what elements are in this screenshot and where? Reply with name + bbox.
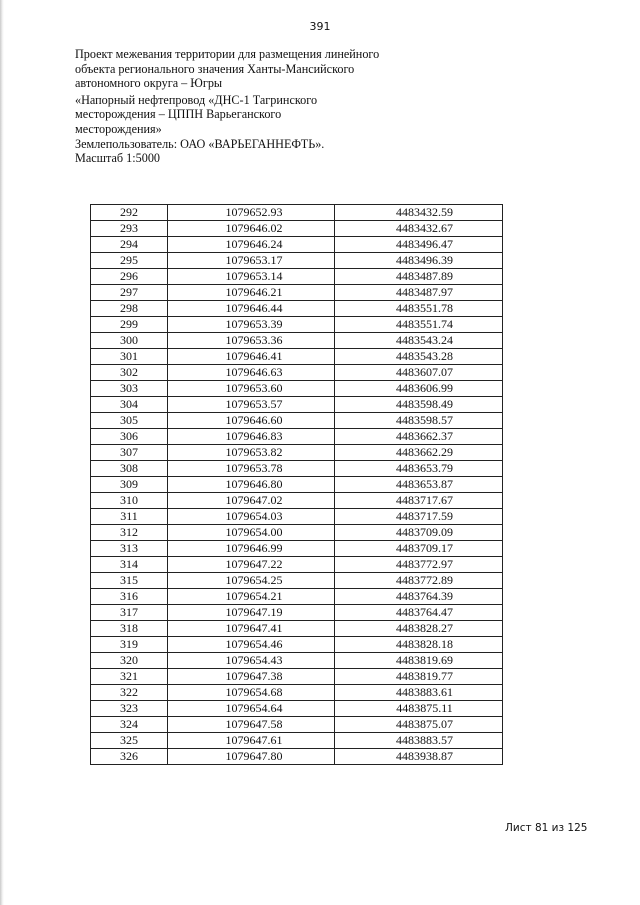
table-row: [91, 541, 503, 557]
table-row: [91, 413, 503, 429]
x-coordinate-cell: 1079654.21: [168, 589, 335, 605]
x-coordinate-cell: 1079647.19: [168, 605, 335, 621]
y-coordinate-cell: 4483875.11: [335, 701, 503, 717]
table-row: [91, 253, 503, 269]
table-row: [91, 573, 503, 589]
point-number-cell: 309: [91, 477, 168, 493]
y-coordinate-cell: 4483662.37: [335, 429, 503, 445]
document-header: [75, 47, 395, 166]
y-coordinate-cell: 4483543.24: [335, 333, 503, 349]
point-number-cell: 304: [91, 397, 168, 413]
table-row: [91, 493, 503, 509]
table-row: [91, 301, 503, 317]
table-row: [91, 557, 503, 573]
x-coordinate-cell: 1079653.60: [168, 381, 335, 397]
x-coordinate-cell: 1079646.83: [168, 429, 335, 445]
y-coordinate-cell: 4483828.27: [335, 621, 503, 637]
point-number-cell: 310: [91, 493, 168, 509]
sheet-counter: Лист 81 из 125: [505, 822, 588, 834]
point-number-cell: 308: [91, 461, 168, 477]
y-coordinate-cell: 4483432.67: [335, 221, 503, 237]
y-coordinate-cell: 4483709.17: [335, 541, 503, 557]
x-coordinate-cell: 1079653.57: [168, 397, 335, 413]
header-line: «Напорный нефтепровод «ДНС-1 Тагринского: [75, 92, 318, 107]
table-row: [91, 717, 503, 733]
y-coordinate-cell: 4483875.07: [335, 717, 503, 733]
x-coordinate-cell: 1079646.41: [168, 349, 335, 365]
y-coordinate-cell: 4483772.89: [335, 573, 503, 589]
x-coordinate-cell: 1079647.41: [168, 621, 335, 637]
point-number-cell: 293: [91, 221, 168, 237]
x-coordinate-cell: 1079647.38: [168, 669, 335, 685]
point-number-cell: 295: [91, 253, 168, 269]
y-coordinate-cell: 4483883.57: [335, 733, 503, 749]
table-row: [91, 733, 503, 749]
x-coordinate-cell: 1079646.63: [168, 365, 335, 381]
y-coordinate-cell: 4483764.47: [335, 605, 503, 621]
x-coordinate-cell: 1079652.93: [168, 205, 335, 221]
table-row: [91, 445, 503, 461]
x-coordinate-cell: 1079647.22: [168, 557, 335, 573]
table-row: [91, 605, 503, 621]
x-coordinate-cell: 1079646.02: [168, 221, 335, 237]
table-row: [91, 269, 503, 285]
table-row: [91, 637, 503, 653]
header-line: автономного округа – Югры: [75, 76, 223, 91]
table-row: [91, 285, 503, 301]
point-number-cell: 321: [91, 669, 168, 685]
table-row: [91, 621, 503, 637]
table-row: [91, 317, 503, 333]
x-coordinate-cell: 1079647.58: [168, 717, 335, 733]
point-number-cell: 324: [91, 717, 168, 733]
point-number-cell: 323: [91, 701, 168, 717]
y-coordinate-cell: 4483487.89: [335, 269, 503, 285]
x-coordinate-cell: 1079647.02: [168, 493, 335, 509]
header-line: Проект межевания территории для размещения линейного: [75, 47, 380, 61]
point-number-cell: 303: [91, 381, 168, 397]
y-coordinate-cell: 4483487.97: [335, 285, 503, 301]
point-number-cell: 322: [91, 685, 168, 701]
y-coordinate-cell: 4483607.07: [335, 365, 503, 381]
header-line: месторождения – ЦППН Варьеганского: [75, 107, 282, 122]
point-number-cell: 320: [91, 653, 168, 669]
header-line: Землепользователь: ОАО «ВАРЬЕГАННЕФТЬ».: [75, 136, 325, 151]
x-coordinate-cell: 1079654.64: [168, 701, 335, 717]
y-coordinate-cell: 4483606.99: [335, 381, 503, 397]
table-row: [91, 509, 503, 525]
x-coordinate-cell: 1079654.46: [168, 637, 335, 653]
x-coordinate-cell: 1079654.03: [168, 509, 335, 525]
page-number: 391: [309, 20, 331, 33]
x-coordinate-cell: 1079646.44: [168, 301, 335, 317]
x-coordinate-cell: 1079653.78: [168, 461, 335, 477]
point-number-cell: 317: [91, 605, 168, 621]
point-number-cell: 297: [91, 285, 168, 301]
table-row: [91, 397, 503, 413]
y-coordinate-cell: 4483653.87: [335, 477, 503, 493]
point-number-cell: 298: [91, 301, 168, 317]
point-number-cell: 294: [91, 237, 168, 253]
header-line: объекта регионального значения Ханты-Мансийского: [75, 61, 355, 76]
table-row: [91, 685, 503, 701]
table-row: [91, 221, 503, 237]
x-coordinate-cell: 1079647.61: [168, 733, 335, 749]
y-coordinate-cell: 4483883.61: [335, 685, 503, 701]
point-number-cell: 300: [91, 333, 168, 349]
table-row: [91, 349, 503, 365]
point-number-cell: 305: [91, 413, 168, 429]
x-coordinate-cell: 1079646.99: [168, 541, 335, 557]
table-row: [91, 701, 503, 717]
x-coordinate-cell: 1079653.17: [168, 253, 335, 269]
point-number-cell: 314: [91, 557, 168, 573]
y-coordinate-cell: 4483819.77: [335, 669, 503, 685]
point-number-cell: 319: [91, 637, 168, 653]
table-row: [91, 669, 503, 685]
point-number-cell: 292: [91, 205, 168, 221]
point-number-cell: 312: [91, 525, 168, 541]
y-coordinate-cell: 4483496.39: [335, 253, 503, 269]
y-coordinate-cell: 4483819.69: [335, 653, 503, 669]
table-row: [91, 381, 503, 397]
coordinates-table: [90, 204, 503, 765]
table-row: [91, 525, 503, 541]
x-coordinate-cell: 1079646.21: [168, 285, 335, 301]
y-coordinate-cell: 4483717.67: [335, 493, 503, 509]
y-coordinate-cell: 4483709.09: [335, 525, 503, 541]
point-number-cell: 315: [91, 573, 168, 589]
coordinates-table-body: [91, 205, 503, 765]
x-coordinate-cell: 1079647.80: [168, 749, 335, 765]
point-number-cell: 306: [91, 429, 168, 445]
x-coordinate-cell: 1079653.36: [168, 333, 335, 349]
y-coordinate-cell: 4483772.97: [335, 557, 503, 573]
y-coordinate-cell: 4483653.79: [335, 461, 503, 477]
y-coordinate-cell: 4483432.59: [335, 205, 503, 221]
table-row: [91, 429, 503, 445]
point-number-cell: 296: [91, 269, 168, 285]
y-coordinate-cell: 4483551.78: [335, 301, 503, 317]
table-row: [91, 589, 503, 605]
point-number-cell: 311: [91, 509, 168, 525]
x-coordinate-cell: 1079646.80: [168, 477, 335, 493]
point-number-cell: 307: [91, 445, 168, 461]
table-row: [91, 333, 503, 349]
x-coordinate-cell: 1079654.00: [168, 525, 335, 541]
x-coordinate-cell: 1079654.25: [168, 573, 335, 589]
point-number-cell: 299: [91, 317, 168, 333]
table-row: [91, 653, 503, 669]
point-number-cell: 313: [91, 541, 168, 557]
point-number-cell: 316: [91, 589, 168, 605]
y-coordinate-cell: 4483938.87: [335, 749, 503, 765]
x-coordinate-cell: 1079654.68: [168, 685, 335, 701]
scan-edge-shadow: [0, 0, 4, 905]
y-coordinate-cell: 4483598.57: [335, 413, 503, 429]
x-coordinate-cell: 1079653.14: [168, 269, 335, 285]
y-coordinate-cell: 4483662.29: [335, 445, 503, 461]
y-coordinate-cell: 4483764.39: [335, 589, 503, 605]
header-line: Масштаб 1:5000: [75, 151, 161, 166]
table-row: [91, 237, 503, 253]
point-number-cell: 325: [91, 733, 168, 749]
x-coordinate-cell: 1079646.24: [168, 237, 335, 253]
x-coordinate-cell: 1079646.60: [168, 413, 335, 429]
y-coordinate-cell: 4483717.59: [335, 509, 503, 525]
point-number-cell: 318: [91, 621, 168, 637]
table-row: [91, 749, 503, 765]
table-row: [91, 365, 503, 381]
table-row: [91, 477, 503, 493]
table-row: [91, 461, 503, 477]
x-coordinate-cell: 1079653.82: [168, 445, 335, 461]
header-line: месторождения»: [75, 121, 162, 136]
x-coordinate-cell: 1079654.43: [168, 653, 335, 669]
y-coordinate-cell: 4483543.28: [335, 349, 503, 365]
point-number-cell: 301: [91, 349, 168, 365]
point-number-cell: 302: [91, 365, 168, 381]
y-coordinate-cell: 4483828.18: [335, 637, 503, 653]
x-coordinate-cell: 1079653.39: [168, 317, 335, 333]
y-coordinate-cell: 4483496.47: [335, 237, 503, 253]
point-number-cell: 326: [91, 749, 168, 765]
table-row: [91, 205, 503, 221]
y-coordinate-cell: 4483598.49: [335, 397, 503, 413]
y-coordinate-cell: 4483551.74: [335, 317, 503, 333]
